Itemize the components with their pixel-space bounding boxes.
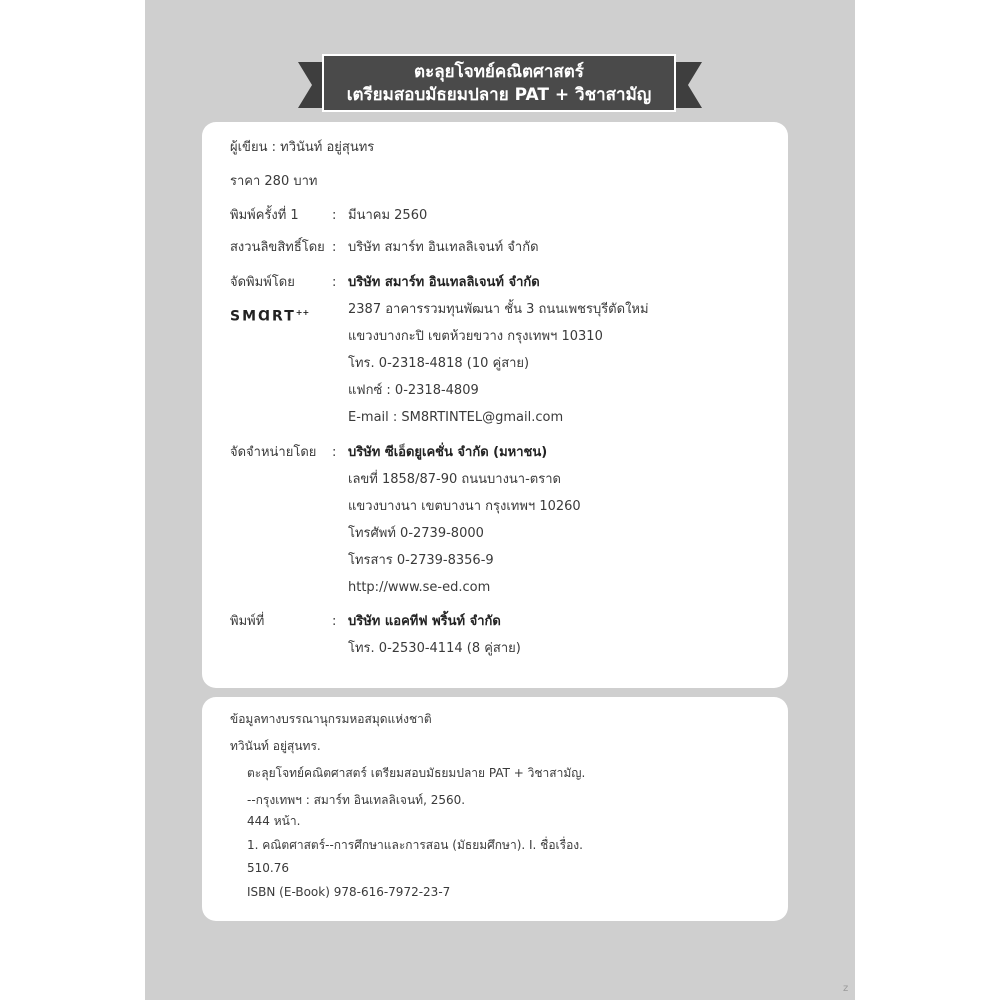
first-print-colon: : [332,208,337,223]
copyright-value: บริษัท สมาร์ท อินเทลลิเจนท์ จำกัด [348,240,539,255]
distributor-label: จัดจำหน่ายโดย [230,445,317,460]
author-value: ทวินันท์ อยู่สุนทร [280,140,375,155]
page-corner-mark: z [843,983,849,994]
publisher-name: บริษัท สมาร์ท อินเทลลิเจนท์ จำกัด [348,275,540,290]
copyright-label: สงวนลิขสิทธิ์โดย [230,240,325,255]
printer-label: พิมพ์ที่ [230,614,265,629]
author-colon: : [271,140,276,155]
publisher-label: จัดพิมพ์โดย [230,275,295,290]
publication-info-panel [202,122,788,688]
cip-subject: 1. คณิตศาสตร์--การศึกษาและการสอน (มัธยมศึกษา). I. ชื่อเรื่อง. [247,838,583,852]
publisher-address-2: แขวงบางกะปิ เขตห้วยขวาง กรุงเทพฯ 10310 [348,329,603,344]
title-banner [322,54,676,112]
publisher-email: E-mail : SM8RTINTEL@gmail.com [348,410,564,425]
cip-imprint: --กรุงเทพฯ : สมาร์ท อินเทลลิเจนท์, 2560. [247,793,466,807]
publisher-fax: แฟกซ์ : 0-2318-4809 [348,383,479,398]
smart-logo-text: SMⱭRT [230,308,296,325]
price: ราคา 280 บาท [230,174,318,189]
printer-colon: : [332,614,337,629]
printer-phone: โทร. 0-2530-4114 (8 คู่สาย) [348,641,521,656]
first-print-label: พิมพ์ครั้งที่ 1 [230,208,299,223]
smart-logo [230,308,309,325]
distributor-fax: โทรสาร 0-2739-8356-9 [348,553,494,568]
printer-name: บริษัท แอคทีฟ พริ้นท์ จำกัด [348,614,501,629]
author-line [230,139,374,157]
cip-heading: ข้อมูลทางบรรณานุกรมหอสมุดแห่งชาติ [230,712,432,726]
first-print-value: มีนาคม 2560 [348,208,428,223]
cip-pages: 444 หน้า. [247,814,301,828]
banner-title-line1: ตะลุยโจทย์คณิตศาสตร์ [414,62,584,82]
cip-title: ตะลุยโจทย์คณิตศาสตร์ เตรียมสอบมัธยมปลาย PAT + วิชาสามัญ. [247,766,586,780]
distributor-address-2: แขวงบางนา เขตบางนา กรุงเทพฯ 10260 [348,499,581,514]
cip-author: ทวินันท์ อยู่สุนทร. [230,739,321,753]
cip-classification: 510.76 [247,861,289,875]
distributor-phone: โทรศัพท์ 0-2739-8000 [348,526,484,541]
publisher-address-1: 2387 อาคารรวมทุนพัฒนา ชั้น 3 ถนนเพชรบุรีตัดใหม่ [348,302,649,317]
smart-logo-sup: ++ [295,308,310,317]
publisher-phone: โทร. 0-2318-4818 (10 คู่สาย) [348,356,530,371]
distributor-colon: : [332,445,337,460]
distributor-name: บริษัท ซีเอ็ดยูเคชั่น จำกัด (มหาชน) [348,445,548,460]
author-label: ผู้เขียน [230,140,268,155]
cip-panel [202,697,788,921]
publisher-colon: : [332,275,337,290]
cip-isbn: ISBN (E-Book) 978-616-7972-23-7 [247,885,451,899]
distributor-website: http://www.se-ed.com [348,580,491,595]
banner-title-line2: เตรียมสอบมัธยมปลาย PAT + วิชาสามัญ [346,85,652,105]
copyright-colon: : [332,240,337,255]
distributor-address-1: เลขที่ 1858/87-90 ถนนบางนา-ตราด [348,472,561,487]
